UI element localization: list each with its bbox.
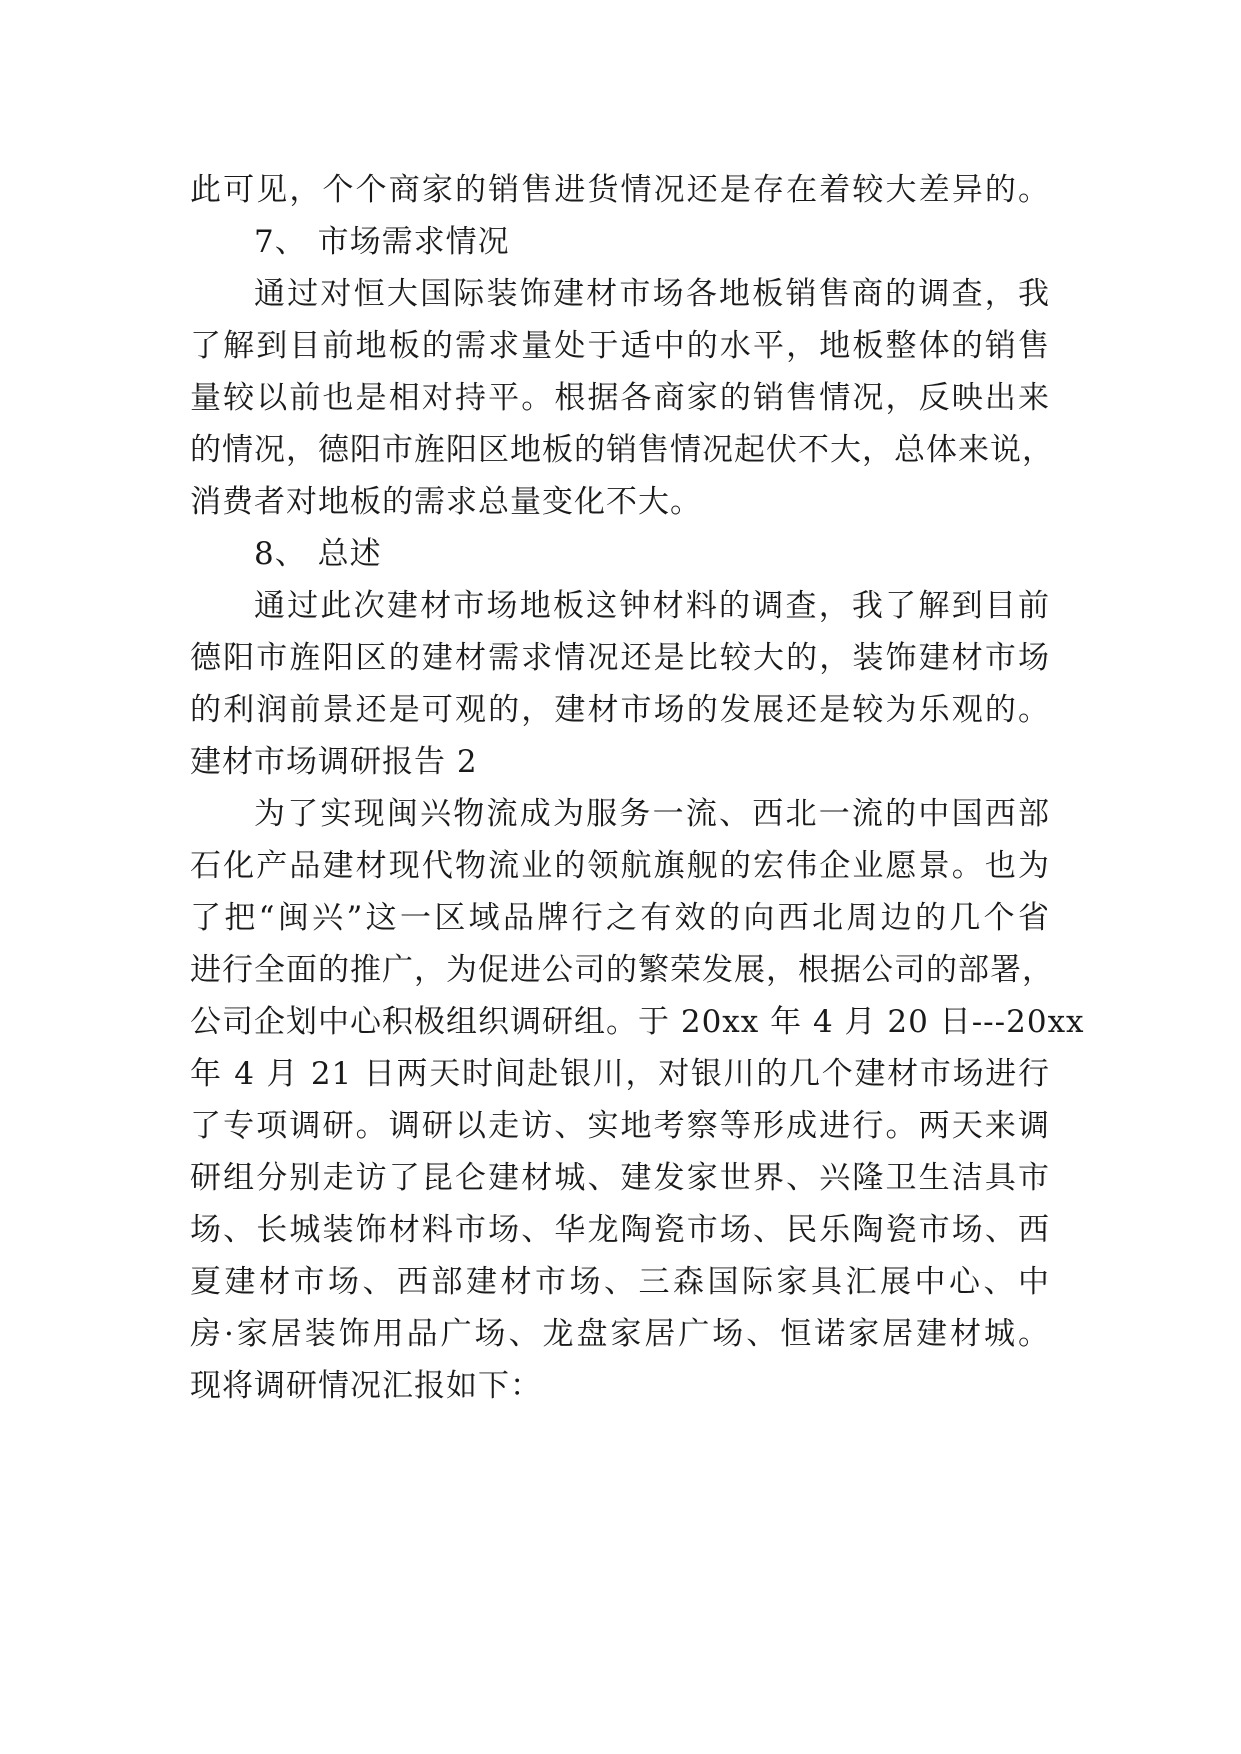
paragraph-line: 为了实现闽兴物流成为服务一流、西北一流的中国西部 xyxy=(254,796,1050,832)
paragraph-line: 石化产品建材现代物流业的领航旗舰的宏伟企业愿景。也为 xyxy=(190,848,1050,884)
paragraph-line: 夏建材市场、西部建材市场、三森国际家具汇展中心、中 xyxy=(190,1264,1050,1300)
paragraph-line: 德阳市旌阳区的建材需求情况还是比较大的，装饰建材市场 xyxy=(190,640,1050,676)
paragraph-line: 现将调研情况汇报如下： xyxy=(190,1368,542,1404)
paragraph-line: 的情况，德阳市旌阳区地板的销售情况起伏不大，总体来说， xyxy=(190,432,1054,468)
section-heading-demand: 7、 市场需求情况 xyxy=(254,224,510,260)
paragraph-line: 进行全面的推广，为促进公司的繁荣发展，根据公司的部署， xyxy=(190,952,1054,988)
paragraph-line: 研组分别走访了昆仑建材城、建发家世界、兴隆卫生洁具市 xyxy=(190,1160,1050,1196)
paragraph-line: 消费者对地板的需求总量变化不大。 xyxy=(190,484,702,520)
section-heading-summary: 8、 总述 xyxy=(254,536,382,572)
paragraph-line: 了专项调研。调研以走访、实地考察等形成进行。两天来调 xyxy=(190,1108,1050,1144)
paragraph-line: 通过对恒大国际装饰建材市场各地板销售商的调查，我 xyxy=(254,276,1050,312)
report-title: 建材市场调研报告 2 xyxy=(190,744,478,780)
paragraph-line: 了把“闽兴”这一区域品牌行之有效的向西北周边的几个省 xyxy=(190,900,1050,936)
paragraph-line: 年 4 月 21 日两天时间赴银川，对银川的几个建材市场进行 xyxy=(190,1056,1050,1092)
paragraph-line: 场、长城装饰材料市场、华龙陶瓷市场、民乐陶瓷市场、西 xyxy=(190,1212,1050,1248)
paragraph-line: 量较以前也是相对持平。根据各商家的销售情况，反映出来 xyxy=(190,380,1050,416)
paragraph-line: 通过此次建材市场地板这钟材料的调查，我了解到目前 xyxy=(254,588,1050,624)
paragraph-line: 此可见，个个商家的销售进货情况还是存在着较大差异的。 xyxy=(190,172,1050,208)
paragraph-line: 房·家居装饰用品广场、龙盘家居广场、恒诺家居建材城。 xyxy=(190,1316,1050,1352)
paragraph-line: 公司企划中心积极组织调研组。于 20xx 年 4 月 20 日---20xx xyxy=(190,1004,1085,1040)
paragraph-line: 了解到目前地板的需求量处于适中的水平，地板整体的销售 xyxy=(190,328,1050,364)
paragraph-line: 的利润前景还是可观的，建材市场的发展还是较为乐观的。 xyxy=(190,692,1050,728)
